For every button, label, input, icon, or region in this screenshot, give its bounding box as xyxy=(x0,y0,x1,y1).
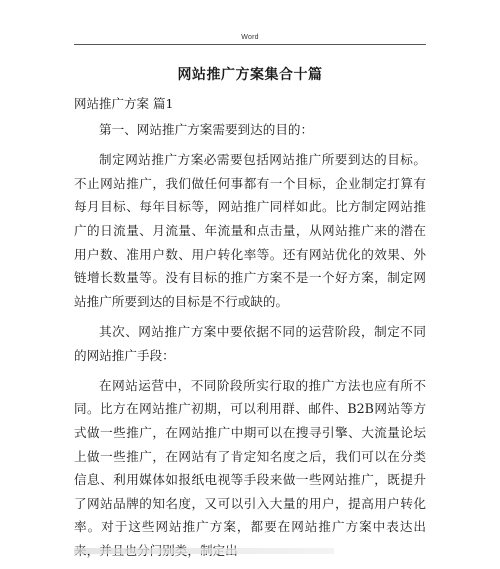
header-label: Word xyxy=(241,34,259,41)
paragraph: 其次、网站推广方案中要依据不同的运营阶段，制定不同的网站推广手段： xyxy=(74,323,426,363)
paragraph: 第一、网站推广方案需要到达的目的： xyxy=(99,122,314,137)
section-heading: 网站推广方案 篇1 xyxy=(74,96,174,111)
paragraph: 制定网站推广方案必需要包括网站推广所要到达的目标。不止网站推广，我们做任何事都有一个目标，企业制定打算有每月目标、每年目标等，网站推广同样如此。比方制定网站推广的日流量、月流量、年流量和点击量，从网站推广来的潜在用户数、准用户数、用户转化率等。还有网站优化的效果、外链增长数量等。没有目标的推广方案不是一个好方案，制定网站推广所要到达的目标是不行或缺的。 xyxy=(74,152,426,309)
watermark-fade xyxy=(74,548,334,554)
document-title: 网站推广方案集合十篇 xyxy=(177,67,323,83)
paragraph: 在网站运营中，不同阶段所实行取的推广方法也应有所不同。比方在网站推广初期，可以利用群、邮件、B2B网站等方式做一些推广，在网站推广中期可以在搜寻引擎、大流量论坛上做一些推广，在网站有了肯定知名度之后，我们可以在分类信息、利用媒体如报纸电视等手段来做一些网站推广，既提升了网站品牌的知名度，又可以引入大量的用户，提高用户转化率。对于这些网站推广方案，都要在网站推广方案中表达出 xyxy=(74,377,426,535)
page-header xyxy=(0,0,500,48)
header-divider xyxy=(74,44,426,45)
document-body xyxy=(74,118,426,569)
